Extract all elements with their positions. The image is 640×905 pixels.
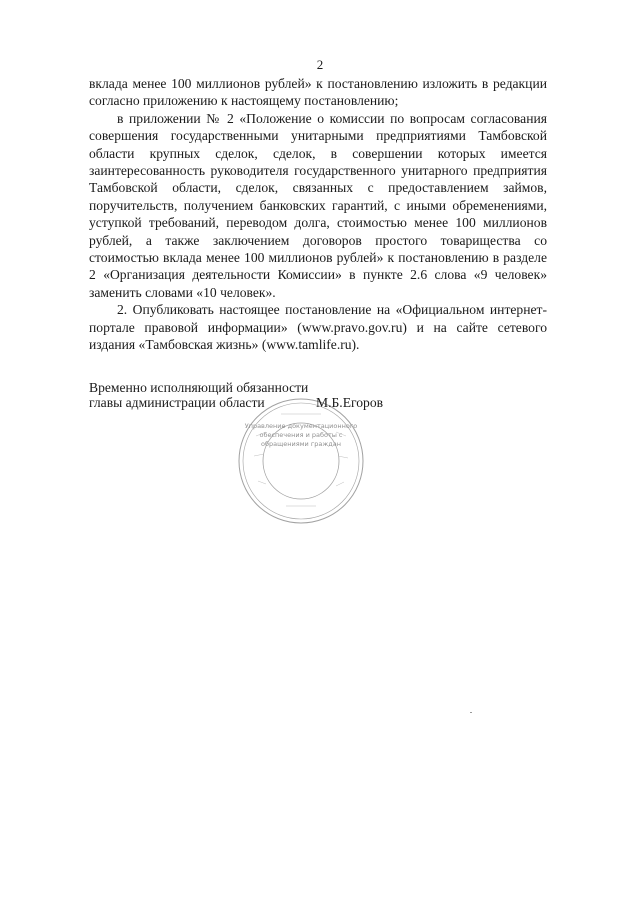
document-body [89,75,547,354]
signatory-title-line1: Временно исполняющий обязанности [89,380,309,395]
stamp-center-text: Управление документационного обеспечения и работы с обращениями граждан [244,422,358,448]
signatory-title-line2: главы администрации области [89,395,265,410]
paragraph-continuation: вклада менее 100 миллионов рублей» к постановлению изложить в редакции согласно приложению к настоящему постановлению; [89,76,547,109]
paragraph-publication: 2. Опубликовать настоящее постановление на «Официальном интернет-портале правовой информации» (www.pravo.gov.ru) и на сайте сетевого издания «Тамбовская жизнь» (www.tamlife.ru). [89,302,547,353]
scan-speck [470,712,472,713]
page-number: 2 [316,57,324,72]
official-stamp [236,396,366,526]
paragraph-amendment: в приложении № 2 «Положение о комиссии по вопросам согласования совершения государственными унитарными предприятиями Тамбовской области крупных сделок, сделок, в совершении которых имеется заинтересованность руководителя государственного унитарного предприятия Тамбовской области, сделок, связанных с предоставлением займов, поручительств, получением банковских гарантий, с иными обременениями, уступкой требований, переводом долга, стоимостью менее 100 миллионов рублей, а также заключением договоров простого товарищества со стоимостью вклада менее 100 миллионов рублей» к постановлению в разделе 2 «Организация деятельности Комиссии» в пункте 2.6 слова «9 человек» заменить словами «10 человек». [89,110,547,300]
signature-block [89,380,509,410]
signatory-name: М.Б.Егоров [316,395,384,410]
stamp-seal-icon [236,396,366,526]
